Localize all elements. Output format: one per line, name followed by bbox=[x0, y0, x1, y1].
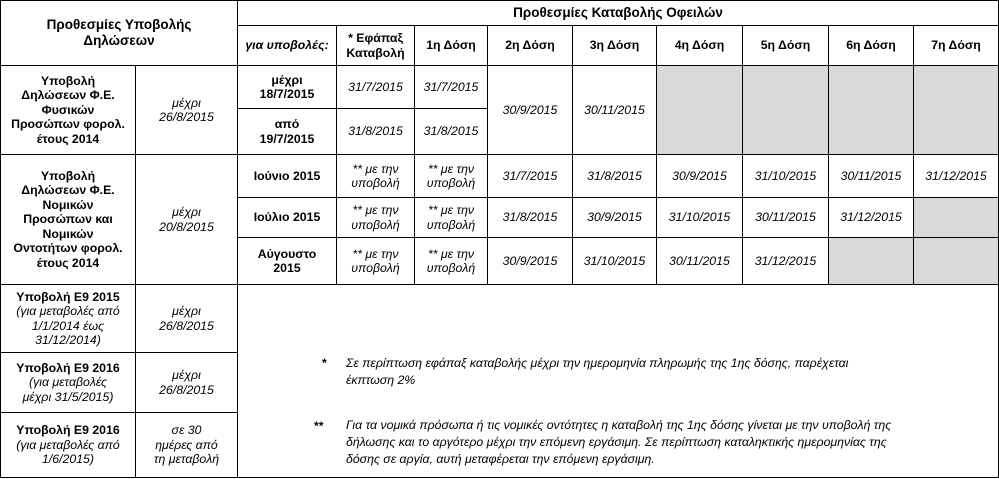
installment-cell: 31/10/2015 bbox=[583, 253, 646, 268]
e9-row-label bbox=[1, 413, 135, 477]
e9-deadline: μέχρι 26/8/2015 bbox=[159, 304, 214, 333]
e9-deadline: μέχρι 26/8/2015 bbox=[159, 368, 214, 397]
period-cell: μέχρι 18/7/2015 bbox=[259, 72, 315, 101]
period-cell: Ιούνιο 2015 bbox=[253, 168, 321, 183]
payment-deadlines-heading: Προθεσμίες Καταβολής Οφειλών bbox=[513, 4, 723, 20]
note-text: Για τα νομικά πρόσωπα ή τις νομικές οντότητες η καταβολή της 1ης δόσης γίνεται με την υποβολή της δήλωσης και το αργότερο μέχρι την επόμενη εργάσιμη. Σε περίπτωση καταληκτικής ημερομηνίας της δόσης σε αργία, αυτή μεταφέρεται την επόμενη εργάσιμη. bbox=[346, 418, 892, 466]
group-deadline: μέχρι 26/8/2015 bbox=[159, 95, 214, 124]
installment-cell: 30/9/2015 bbox=[502, 253, 558, 268]
e9-subtitle: (για μεταβολές μέχρι 31/5/2015) bbox=[22, 375, 114, 404]
period-cell: από 19/7/2015 bbox=[259, 117, 315, 146]
period-cell: Αύγουστο 2015 bbox=[257, 246, 317, 275]
installment-cell: ** με την υποβολή bbox=[426, 246, 476, 275]
column-header-installment-2: 2η Δόση bbox=[505, 38, 555, 53]
column-header-installment-3: 3η Δόση bbox=[589, 38, 640, 53]
e9-deadline: σε 30 ημέρες από τη μεταβολή bbox=[153, 423, 220, 467]
installment-cell: 31/7/2015 bbox=[423, 79, 479, 94]
note-marker: * bbox=[322, 356, 327, 370]
lump-sum-cell: 31/8/2015 bbox=[348, 124, 403, 139]
column-header-installment-7: 7η Δόση bbox=[931, 38, 981, 53]
installment-cell: 31/8/2015 bbox=[587, 168, 642, 183]
installment-cell: 30/11/2015 bbox=[669, 253, 730, 268]
installment-cell: ** με την υποβολή bbox=[426, 161, 476, 190]
installment-cell: 30/9/2015 bbox=[672, 168, 727, 183]
installment-cell: 31/10/2015 bbox=[668, 210, 731, 225]
note-marker: ** bbox=[314, 419, 324, 433]
submission-deadlines-heading: Προθεσμίες Υποβολής Δηλώσεων bbox=[46, 16, 192, 48]
group-label: Υποβολή Δηλώσεων Φ.Ε. Φυσικών Προσώπων φορολ. έτους 2014 bbox=[11, 73, 125, 146]
column-header-installment-6: 6η Δόση bbox=[846, 38, 896, 53]
installment-cell: ** με την υποβολή bbox=[426, 203, 476, 232]
column-header-installment-1: 1η Δόση bbox=[426, 38, 476, 53]
lump-sum-cell: ** με την υποβολή bbox=[351, 246, 400, 275]
group-label: Υποβολή Δηλώσεων Φ.Ε. Νομικών Προσώπων και Νομικών Οντοτήτων φορολ. έτους 2014 bbox=[13, 169, 123, 270]
e9-title: Υποβολή Ε9 2015 bbox=[16, 289, 120, 304]
submission-label: για υποβολές: bbox=[245, 38, 329, 53]
empty-cell-shading bbox=[913, 198, 998, 238]
installment-cell: 31/10/2015 bbox=[754, 168, 817, 183]
e9-subtitle: (για μεταβολές από 1/6/2015) bbox=[16, 437, 120, 467]
lump-sum-cell: ** με την υποβολή bbox=[351, 203, 400, 232]
column-header-lump-sum: * Εφάπαξ Καταβολή bbox=[346, 31, 405, 60]
installment-cell: 31/12/2015 bbox=[754, 253, 817, 268]
e9-row-label bbox=[1, 285, 135, 352]
installment-cell: 31/8/2015 bbox=[423, 124, 479, 139]
lump-sum-cell: 31/7/2015 bbox=[348, 79, 403, 94]
e9-row-label bbox=[1, 353, 135, 412]
e9-title: Υποβολή Ε9 2016 bbox=[16, 360, 120, 375]
installment-cell: 31/7/2015 bbox=[502, 168, 558, 183]
column-header-installment-5: 5η Δόση bbox=[760, 38, 811, 53]
installment-cell: 31/8/2015 bbox=[502, 210, 558, 225]
installment-cell: 31/12/2015 bbox=[840, 210, 902, 225]
installment-cell: 30/11/2015 bbox=[840, 168, 902, 183]
e9-title: Υποβολή Ε9 2016 bbox=[16, 423, 120, 438]
installment-cell: 31/12/2015 bbox=[925, 168, 987, 183]
installment-cell: 30/9/2015 bbox=[587, 210, 642, 225]
e9-subtitle: (για μεταβολές από 1/1/2014 έως 31/12/2014) bbox=[16, 304, 120, 347]
empty-cell-shading bbox=[656, 66, 998, 154]
note-text: Σε περίπτωση εφάπαξ καταβολής μέχρι την ημερομηνία πληρωμής της 1ης δόσης, παρέχεται έκπτωση 2% bbox=[346, 356, 849, 387]
installment-cell: 30/11/2015 bbox=[584, 102, 645, 117]
installment-cell: 30/9/2015 bbox=[502, 102, 558, 117]
lump-sum-cell: ** με την υποβολή bbox=[351, 161, 400, 190]
group-deadline: μέχρι 20/8/2015 bbox=[159, 205, 214, 234]
installment-cell: 30/11/2015 bbox=[755, 210, 816, 225]
column-header-installment-4: 4η Δόση bbox=[674, 38, 725, 53]
period-cell: Ιούλιο 2015 bbox=[253, 210, 321, 225]
